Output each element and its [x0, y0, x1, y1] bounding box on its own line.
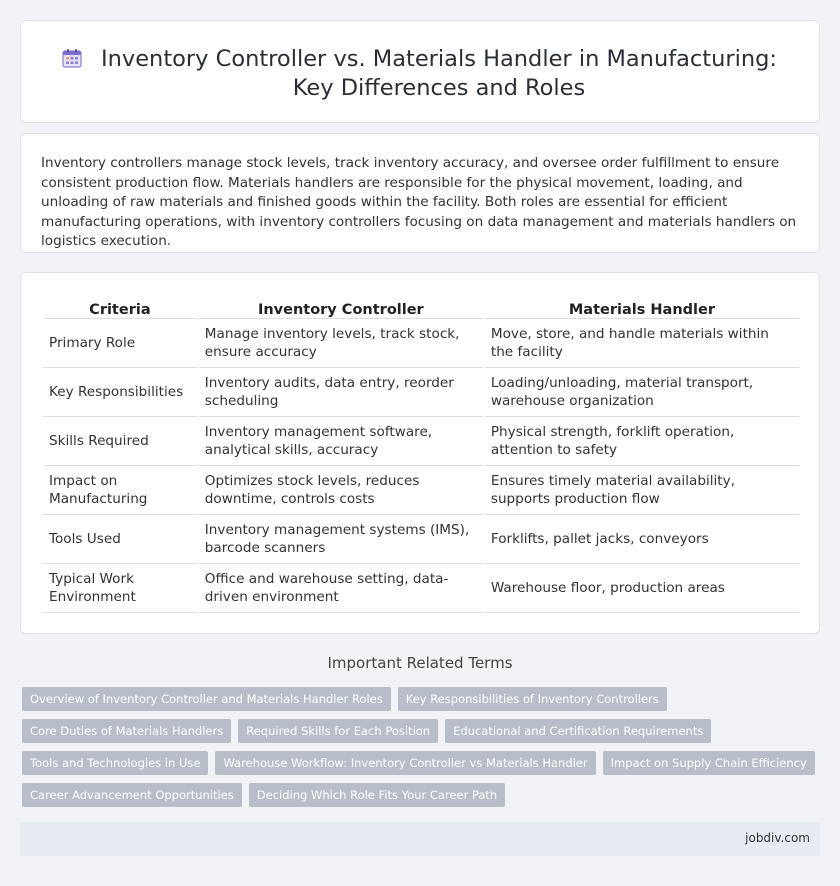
comparison-card	[20, 272, 820, 634]
tag-row	[22, 687, 812, 711]
related-terms-tags	[22, 687, 812, 815]
footer	[20, 822, 820, 856]
inventory-controller-cell: Inventory management software, analytical skills, accuracy	[199, 417, 483, 466]
inventory-controller-cell: Inventory audits, data entry, reorder scheduling	[199, 368, 483, 417]
related-term-tag[interactable]: Deciding Which Role Fits Your Career Path	[249, 783, 505, 807]
materials-handler-cell: Loading/unloading, material transport, warehouse organization	[485, 368, 799, 417]
materials-handler-cell: Forklifts, pallet jacks, conveyors	[485, 515, 799, 564]
inventory-controller-cell: Inventory management systems (IMS), barcode scanners	[199, 515, 483, 564]
table-row	[43, 319, 799, 368]
criteria-cell: Skills Required	[43, 417, 197, 466]
related-term-tag[interactable]: Core Duties of Materials Handlers	[22, 719, 231, 743]
criteria-cell: Impact on Manufacturing	[43, 466, 197, 515]
table-row	[43, 368, 799, 417]
inventory-controller-cell: Manage inventory levels, track stock, ensure accuracy	[199, 319, 483, 368]
related-term-tag[interactable]: Tools and Technologies in Use	[22, 751, 208, 775]
related-term-tag[interactable]: Impact on Supply Chain Efficiency	[603, 751, 815, 775]
related-term-tag[interactable]: Educational and Certification Requirements	[445, 719, 711, 743]
tag-row	[22, 751, 812, 775]
inventory-controller-cell: Optimizes stock levels, reduces downtime, controls costs	[199, 466, 483, 515]
related-terms-title: Important Related Terms	[327, 654, 513, 672]
header-materials-handler: Materials Handler	[485, 295, 799, 319]
comparison-table	[41, 295, 801, 613]
table-row	[43, 564, 799, 613]
criteria-cell: Key Responsibilities	[43, 368, 197, 417]
materials-handler-cell: Physical strength, forklift operation, attention to safety	[485, 417, 799, 466]
header-card	[20, 20, 820, 123]
table-row	[43, 417, 799, 466]
intro-paragraph: Inventory controllers manage stock levels, track inventory accuracy, and oversee order fulfillment to ensure consistent production flow. Materials handlers are responsible for the physical movement, loading, and unloading of raw materials and finished goods within the facility. Both roles are essential for efficient manufacturing operations, with inventory controllers focusing on data management and materials handlers on logistics execution.	[41, 155, 797, 249]
tag-row	[22, 783, 812, 807]
intro-card	[20, 133, 820, 253]
materials-handler-cell: Ensures timely material availability, supports production flow	[485, 466, 799, 515]
header-inventory-controller: Inventory Controller	[199, 295, 483, 319]
table-row	[43, 466, 799, 515]
related-term-tag[interactable]: Overview of Inventory Controller and Materials Handler Roles	[22, 687, 391, 711]
header-criteria: Criteria	[43, 295, 197, 319]
related-term-tag[interactable]: Career Advancement Opportunities	[22, 783, 242, 807]
related-term-tag[interactable]: Required Skills for Each Position	[238, 719, 438, 743]
table-row	[43, 515, 799, 564]
tag-row	[22, 719, 812, 743]
materials-handler-cell: Warehouse floor, production areas	[485, 564, 799, 613]
table-header-row	[43, 295, 799, 319]
criteria-cell: Typical Work Environment	[43, 564, 197, 613]
criteria-cell: Tools Used	[43, 515, 197, 564]
inventory-controller-cell: Office and warehouse setting, data-driven environment	[199, 564, 483, 613]
criteria-cell: Primary Role	[43, 319, 197, 368]
materials-handler-cell: Move, store, and handle materials within the facility	[485, 319, 799, 368]
footer-site-link[interactable]: jobdiv.com	[745, 831, 810, 845]
related-term-tag[interactable]: Key Responsibilities of Inventory Controllers	[398, 687, 667, 711]
page-title: Inventory Controller vs. Materials Handler in Manufacturing: Key Differences and Roles	[101, 46, 777, 101]
related-term-tag[interactable]: Warehouse Workflow: Inventory Controller vs Materials Handler	[215, 751, 595, 775]
